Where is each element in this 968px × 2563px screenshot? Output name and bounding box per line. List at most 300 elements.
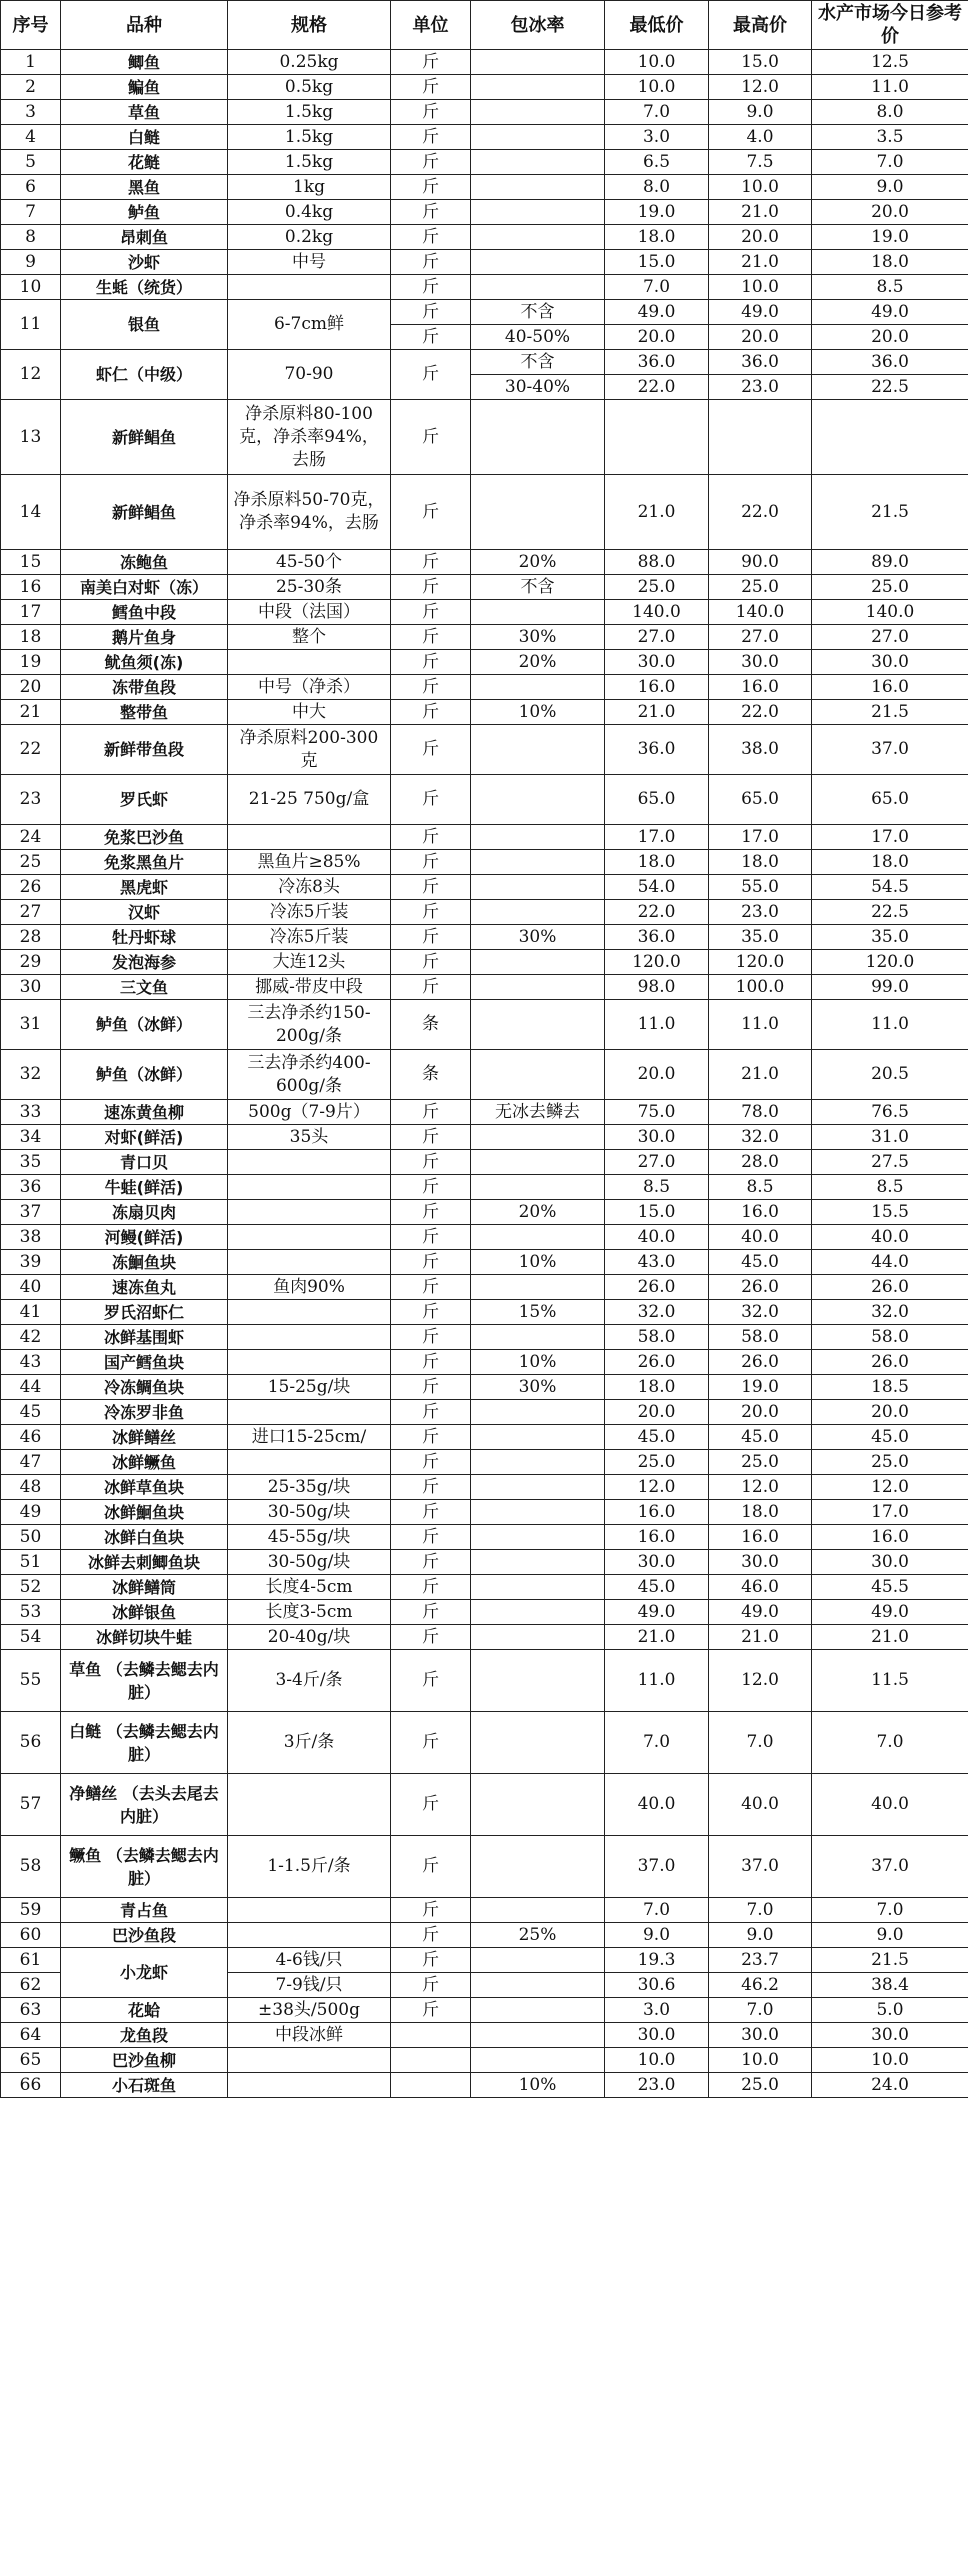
cell-no: 3 (1, 100, 61, 125)
cell-name: 草鱼 (61, 100, 228, 125)
cell-no: 4 (1, 125, 61, 150)
cell-low-price: 16.0 (605, 1500, 709, 1525)
cell-name: 鲈鱼 (61, 200, 228, 225)
table-row (1, 1275, 968, 1300)
cell-low-price: 45.0 (605, 1425, 709, 1450)
cell-high-price: 45.0 (709, 1425, 812, 1450)
table-row (1, 1050, 968, 1100)
cell-high-price: 7.0 (709, 1712, 812, 1774)
cell-low-price: 36.0 (605, 725, 709, 775)
cell-low-price: 30.0 (605, 1125, 709, 1150)
cell-name: 青占鱼 (61, 1898, 228, 1923)
cell-unit: 斤 (391, 1175, 471, 1200)
cell-ref-price: 18.0 (812, 850, 968, 875)
cell-high-price: 30.0 (709, 1550, 812, 1575)
cell-unit: 斤 (391, 1475, 471, 1500)
cell-low-price: 23.0 (605, 2073, 709, 2098)
cell-ice-rate (471, 825, 605, 850)
cell-no: 18 (1, 625, 61, 650)
cell-name: 冻鮰鱼块 (61, 1250, 228, 1275)
cell-no: 2 (1, 75, 61, 100)
cell-high-price: 90.0 (709, 550, 812, 575)
cell-ice-rate (471, 2048, 605, 2073)
cell-ice-rate: 25% (471, 1923, 605, 1948)
cell-ref-price: 38.4 (812, 1973, 968, 1998)
table-row (1, 200, 968, 225)
cell-spec: 7-9钱/只 (228, 1973, 391, 1998)
cell-name: 冰鲜鳝丝 (61, 1425, 228, 1450)
table-row (1, 700, 968, 725)
table-row (1, 1225, 968, 1250)
cell-spec: 35头 (228, 1125, 391, 1150)
cell-ice-rate: 不含 (471, 575, 605, 600)
cell-low-price: 21.0 (605, 475, 709, 550)
cell-ice-rate (471, 50, 605, 75)
cell-ice-rate (471, 1998, 605, 2023)
cell-ice-rate (471, 1475, 605, 1500)
cell-ice-rate (471, 1525, 605, 1550)
cell-ref-price: 44.0 (812, 1250, 968, 1275)
cell-ref-price: 17.0 (812, 825, 968, 850)
cell-low-price: 10.0 (605, 75, 709, 100)
cell-ref-price: 31.0 (812, 1125, 968, 1150)
cell-name: 国产鳕鱼块 (61, 1350, 228, 1375)
cell-no: 56 (1, 1712, 61, 1774)
cell-name: 鳜鱼 （去鳞去鳃去内脏） (61, 1836, 228, 1898)
cell-name: 龙鱼段 (61, 2023, 228, 2048)
cell-ref-price: 45.5 (812, 1575, 968, 1600)
table-row (1, 1375, 968, 1400)
cell-no: 23 (1, 775, 61, 825)
cell-name: 新鲜鲳鱼 (61, 475, 228, 550)
cell-spec: 0.25kg (228, 50, 391, 75)
cell-name: 冰鲜鳝筒 (61, 1575, 228, 1600)
cell-ice-rate (471, 400, 605, 475)
cell-unit: 斤 (391, 1600, 471, 1625)
cell-ref-price: 11.0 (812, 75, 968, 100)
cell-unit: 斤 (391, 400, 471, 475)
cell-ice-rate (471, 1150, 605, 1175)
cell-ref-price (812, 400, 968, 475)
cell-ice-rate: 10% (471, 1250, 605, 1275)
header-no: 序号 (1, 1, 61, 50)
cell-ref-price: 7.0 (812, 150, 968, 175)
cell-no: 27 (1, 900, 61, 925)
cell-name: 净鳝丝 （去头去尾去内脏） (61, 1774, 228, 1836)
cell-unit: 斤 (391, 1948, 471, 1973)
cell-spec (228, 1898, 391, 1923)
cell-ice-rate (471, 1600, 605, 1625)
cell-spec (228, 2073, 391, 2098)
cell-unit: 斤 (391, 600, 471, 625)
cell-unit (391, 2048, 471, 2073)
cell-spec: 三去净杀约150-200g/条 (228, 1000, 391, 1050)
cell-low-price: 7.0 (605, 100, 709, 125)
cell-low-price: 30.0 (605, 2023, 709, 2048)
cell-ref-price: 18.5 (812, 1375, 968, 1400)
cell-name: 鳊鱼 (61, 75, 228, 100)
cell-spec: 冷冻8头 (228, 875, 391, 900)
cell-no: 26 (1, 875, 61, 900)
cell-ice-rate (471, 725, 605, 775)
cell-name: 牡丹虾球 (61, 925, 228, 950)
cell-unit: 斤 (391, 1898, 471, 1923)
cell-spec: 中号 (228, 250, 391, 275)
cell-no: 46 (1, 1425, 61, 1450)
cell-ice-rate (471, 1712, 605, 1774)
cell-ref-price: 24.0 (812, 2073, 968, 2098)
cell-high-price: 21.0 (709, 250, 812, 275)
cell-low-price: 9.0 (605, 1923, 709, 1948)
table-row (1, 125, 968, 150)
cell-spec: 30-50g/块 (228, 1500, 391, 1525)
table-row (1, 925, 968, 950)
cell-high-price: 45.0 (709, 1250, 812, 1275)
cell-high-price: 26.0 (709, 1275, 812, 1300)
table-row (1, 1898, 968, 1923)
cell-low-price (605, 400, 709, 475)
cell-name: 汉虾 (61, 900, 228, 925)
cell-low-price: 3.0 (605, 125, 709, 150)
cell-unit: 条 (391, 1050, 471, 1100)
cell-ref-price: 26.0 (812, 1350, 968, 1375)
cell-spec: ±38头/500g (228, 1998, 391, 2023)
cell-high-price: 140.0 (709, 600, 812, 625)
cell-spec (228, 1400, 391, 1425)
table-row (1, 1625, 968, 1650)
cell-spec (228, 1200, 391, 1225)
cell-low-price: 32.0 (605, 1300, 709, 1325)
cell-name: 冰鲜草鱼块 (61, 1475, 228, 1500)
cell-unit: 斤 (391, 1625, 471, 1650)
table-row (1, 350, 968, 375)
cell-name: 巴沙鱼柳 (61, 2048, 228, 2073)
cell-ice-rate: 20% (471, 650, 605, 675)
cell-no: 43 (1, 1350, 61, 1375)
table-row (1, 1450, 968, 1475)
cell-ref-price: 49.0 (812, 300, 968, 325)
cell-spec: 冷冻5斤装 (228, 900, 391, 925)
cell-name: 鲈鱼（冰鲜） (61, 1000, 228, 1050)
cell-low-price: 6.5 (605, 150, 709, 175)
cell-ice-rate (471, 75, 605, 100)
cell-high-price: 22.0 (709, 700, 812, 725)
cell-high-price (709, 400, 812, 475)
cell-unit: 斤 (391, 150, 471, 175)
table-row (1, 1650, 968, 1712)
cell-high-price: 21.0 (709, 1625, 812, 1650)
cell-ice-rate: 10% (471, 2073, 605, 2098)
cell-low-price: 88.0 (605, 550, 709, 575)
table-row (1, 1425, 968, 1450)
cell-high-price: 38.0 (709, 725, 812, 775)
cell-unit: 斤 (391, 100, 471, 125)
cell-spec: 3-4斤/条 (228, 1650, 391, 1712)
cell-unit: 斤 (391, 1575, 471, 1600)
cell-name: 鲫鱼 (61, 50, 228, 75)
cell-ice-rate: 30% (471, 625, 605, 650)
cell-no: 17 (1, 600, 61, 625)
cell-ice-rate: 15% (471, 1300, 605, 1325)
cell-low-price: 25.0 (605, 575, 709, 600)
cell-ref-price: 35.0 (812, 925, 968, 950)
cell-unit: 斤 (391, 325, 471, 350)
cell-unit: 斤 (391, 1425, 471, 1450)
cell-spec (228, 1325, 391, 1350)
cell-no: 32 (1, 1050, 61, 1100)
cell-name: 免浆黑鱼片 (61, 850, 228, 875)
table-row (1, 675, 968, 700)
cell-high-price: 21.0 (709, 1050, 812, 1100)
cell-name: 冰鲜银鱼 (61, 1600, 228, 1625)
cell-ref-price: 26.0 (812, 1275, 968, 1300)
cell-no: 61 (1, 1948, 61, 1973)
table-row (1, 900, 968, 925)
cell-unit: 斤 (391, 1150, 471, 1175)
cell-high-price: 49.0 (709, 300, 812, 325)
cell-ref-price: 99.0 (812, 975, 968, 1000)
cell-spec: 0.4kg (228, 200, 391, 225)
cell-ice-rate (471, 1898, 605, 1923)
cell-ice-rate (471, 900, 605, 925)
cell-ice-rate (471, 675, 605, 700)
cell-spec: 1.5kg (228, 150, 391, 175)
cell-low-price: 18.0 (605, 1375, 709, 1400)
cell-no: 66 (1, 2073, 61, 2098)
cell-no: 35 (1, 1150, 61, 1175)
cell-ref-price: 30.0 (812, 650, 968, 675)
table-body (1, 50, 968, 2098)
cell-unit: 斤 (391, 300, 471, 325)
table-row (1, 1525, 968, 1550)
cell-ref-price: 25.0 (812, 575, 968, 600)
cell-no: 16 (1, 575, 61, 600)
cell-ice-rate (471, 950, 605, 975)
cell-spec: 21-25 750g/盒 (228, 775, 391, 825)
cell-ice-rate: 20% (471, 1200, 605, 1225)
cell-low-price: 21.0 (605, 1625, 709, 1650)
cell-high-price: 20.0 (709, 1400, 812, 1425)
table-row (1, 1325, 968, 1350)
cell-ice-rate (471, 200, 605, 225)
cell-low-price: 98.0 (605, 975, 709, 1000)
cell-ice-rate (471, 1050, 605, 1100)
cell-high-price: 23.0 (709, 900, 812, 925)
cell-low-price: 11.0 (605, 1000, 709, 1050)
cell-ref-price: 17.0 (812, 1500, 968, 1525)
table-row (1, 75, 968, 100)
cell-unit: 斤 (391, 850, 471, 875)
cell-high-price: 15.0 (709, 50, 812, 75)
table-row (1, 1836, 968, 1898)
table-row (1, 775, 968, 825)
cell-spec (228, 1250, 391, 1275)
cell-no: 9 (1, 250, 61, 275)
cell-ref-price: 18.0 (812, 250, 968, 275)
header-ref-price: 水产市场今日参考价 (812, 1, 968, 50)
cell-no: 20 (1, 675, 61, 700)
cell-spec (228, 2048, 391, 2073)
cell-unit: 斤 (391, 1350, 471, 1375)
cell-high-price: 12.0 (709, 1475, 812, 1500)
cell-ice-rate (471, 125, 605, 150)
cell-high-price: 7.0 (709, 1998, 812, 2023)
cell-no: 34 (1, 1125, 61, 1150)
cell-high-price: 21.0 (709, 200, 812, 225)
cell-no: 7 (1, 200, 61, 225)
cell-high-price: 46.2 (709, 1973, 812, 1998)
cell-no: 30 (1, 975, 61, 1000)
cell-unit: 斤 (391, 1923, 471, 1948)
cell-low-price: 22.0 (605, 375, 709, 400)
cell-ice-rate (471, 1774, 605, 1836)
cell-name: 南美白对虾（冻） (61, 575, 228, 600)
table-row (1, 1998, 968, 2023)
cell-no: 42 (1, 1325, 61, 1350)
cell-ref-price: 21.0 (812, 1625, 968, 1650)
cell-low-price: 19.3 (605, 1948, 709, 1973)
cell-no: 55 (1, 1650, 61, 1712)
cell-ref-price: 27.5 (812, 1150, 968, 1175)
cell-name: 青口贝 (61, 1150, 228, 1175)
cell-unit: 斤 (391, 775, 471, 825)
cell-name: 速冻黄鱼柳 (61, 1100, 228, 1125)
cell-ref-price: 40.0 (812, 1225, 968, 1250)
header-spec: 规格 (228, 1, 391, 50)
cell-high-price: 9.0 (709, 1923, 812, 1948)
cell-no: 58 (1, 1836, 61, 1898)
cell-low-price: 75.0 (605, 1100, 709, 1125)
cell-name: 小龙虾 (61, 1948, 228, 1998)
cell-spec: 净杀原料200-300克 (228, 725, 391, 775)
cell-name: 黑鱼 (61, 175, 228, 200)
cell-ice-rate: 不含 (471, 300, 605, 325)
cell-high-price: 32.0 (709, 1300, 812, 1325)
cell-ice-rate: 无冰去鳞去 (471, 1100, 605, 1125)
cell-no: 60 (1, 1923, 61, 1948)
cell-ice-rate (471, 1948, 605, 1973)
cell-unit: 斤 (391, 250, 471, 275)
cell-spec (228, 1923, 391, 1948)
cell-spec: 30-50g/块 (228, 1550, 391, 1575)
cell-high-price: 27.0 (709, 625, 812, 650)
table-row (1, 600, 968, 625)
cell-unit: 斤 (391, 1225, 471, 1250)
cell-ice-rate (471, 975, 605, 1000)
cell-spec (228, 1450, 391, 1475)
cell-ref-price: 21.5 (812, 1948, 968, 1973)
cell-no: 5 (1, 150, 61, 175)
cell-no: 63 (1, 1998, 61, 2023)
cell-ref-price: 30.0 (812, 1550, 968, 1575)
cell-no: 12 (1, 350, 61, 400)
cell-no: 19 (1, 650, 61, 675)
cell-spec: 净杀原料80-100克，净杀率94%，去肠 (228, 400, 391, 475)
cell-unit: 斤 (391, 1450, 471, 1475)
cell-high-price: 26.0 (709, 1350, 812, 1375)
table-row (1, 1550, 968, 1575)
cell-unit: 斤 (391, 1712, 471, 1774)
cell-name: 罗氏虾 (61, 775, 228, 825)
cell-unit: 斤 (391, 675, 471, 700)
cell-no: 40 (1, 1275, 61, 1300)
cell-unit: 斤 (391, 1375, 471, 1400)
cell-spec: 20-40g/块 (228, 1625, 391, 1650)
cell-ice-rate (471, 1000, 605, 1050)
cell-ref-price: 45.0 (812, 1425, 968, 1450)
cell-ice-rate (471, 1650, 605, 1712)
cell-ref-price: 58.0 (812, 1325, 968, 1350)
cell-no: 50 (1, 1525, 61, 1550)
cell-high-price: 17.0 (709, 825, 812, 850)
cell-ice-rate (471, 100, 605, 125)
cell-no: 38 (1, 1225, 61, 1250)
cell-unit: 斤 (391, 175, 471, 200)
cell-low-price: 49.0 (605, 300, 709, 325)
cell-ref-price: 10.0 (812, 2048, 968, 2073)
cell-name: 对虾(鲜活) (61, 1125, 228, 1150)
cell-unit: 斤 (391, 1100, 471, 1125)
cell-low-price: 3.0 (605, 1998, 709, 2023)
cell-no: 48 (1, 1475, 61, 1500)
cell-high-price: 46.0 (709, 1575, 812, 1600)
table-row (1, 1175, 968, 1200)
cell-spec: 4-6钱/只 (228, 1948, 391, 1973)
cell-unit: 斤 (391, 900, 471, 925)
cell-unit: 斤 (391, 1300, 471, 1325)
cell-unit: 斤 (391, 200, 471, 225)
table-row (1, 1948, 968, 1973)
table-row (1, 1774, 968, 1836)
table-row (1, 1125, 968, 1150)
cell-spec: 1-1.5斤/条 (228, 1836, 391, 1898)
table-row (1, 725, 968, 775)
cell-low-price: 120.0 (605, 950, 709, 975)
cell-high-price: 40.0 (709, 1774, 812, 1836)
cell-ref-price: 37.0 (812, 1836, 968, 1898)
cell-ref-price: 37.0 (812, 725, 968, 775)
cell-name: 鳕鱼中段 (61, 600, 228, 625)
cell-unit: 斤 (391, 825, 471, 850)
cell-unit (391, 2023, 471, 2048)
cell-no: 31 (1, 1000, 61, 1050)
cell-high-price: 30.0 (709, 650, 812, 675)
cell-unit: 斤 (391, 50, 471, 75)
cell-spec (228, 825, 391, 850)
cell-ref-price: 49.0 (812, 1600, 968, 1625)
cell-spec (228, 275, 391, 300)
cell-high-price: 35.0 (709, 925, 812, 950)
cell-ice-rate (471, 775, 605, 825)
cell-ice-rate (471, 1175, 605, 1200)
cell-ice-rate (471, 275, 605, 300)
cell-ref-price: 5.0 (812, 1998, 968, 2023)
cell-spec (228, 1774, 391, 1836)
cell-ice-rate (471, 1325, 605, 1350)
cell-spec: 整个 (228, 625, 391, 650)
cell-ref-price: 22.5 (812, 900, 968, 925)
cell-ref-price: 11.5 (812, 1650, 968, 1712)
cell-no: 44 (1, 1375, 61, 1400)
cell-name: 河鳗(鲜活) (61, 1225, 228, 1250)
cell-high-price: 30.0 (709, 2023, 812, 2048)
cell-no: 13 (1, 400, 61, 475)
cell-unit: 斤 (391, 1525, 471, 1550)
table-row (1, 1350, 968, 1375)
cell-name: 三文鱼 (61, 975, 228, 1000)
cell-low-price: 40.0 (605, 1225, 709, 1250)
cell-low-price: 58.0 (605, 1325, 709, 1350)
